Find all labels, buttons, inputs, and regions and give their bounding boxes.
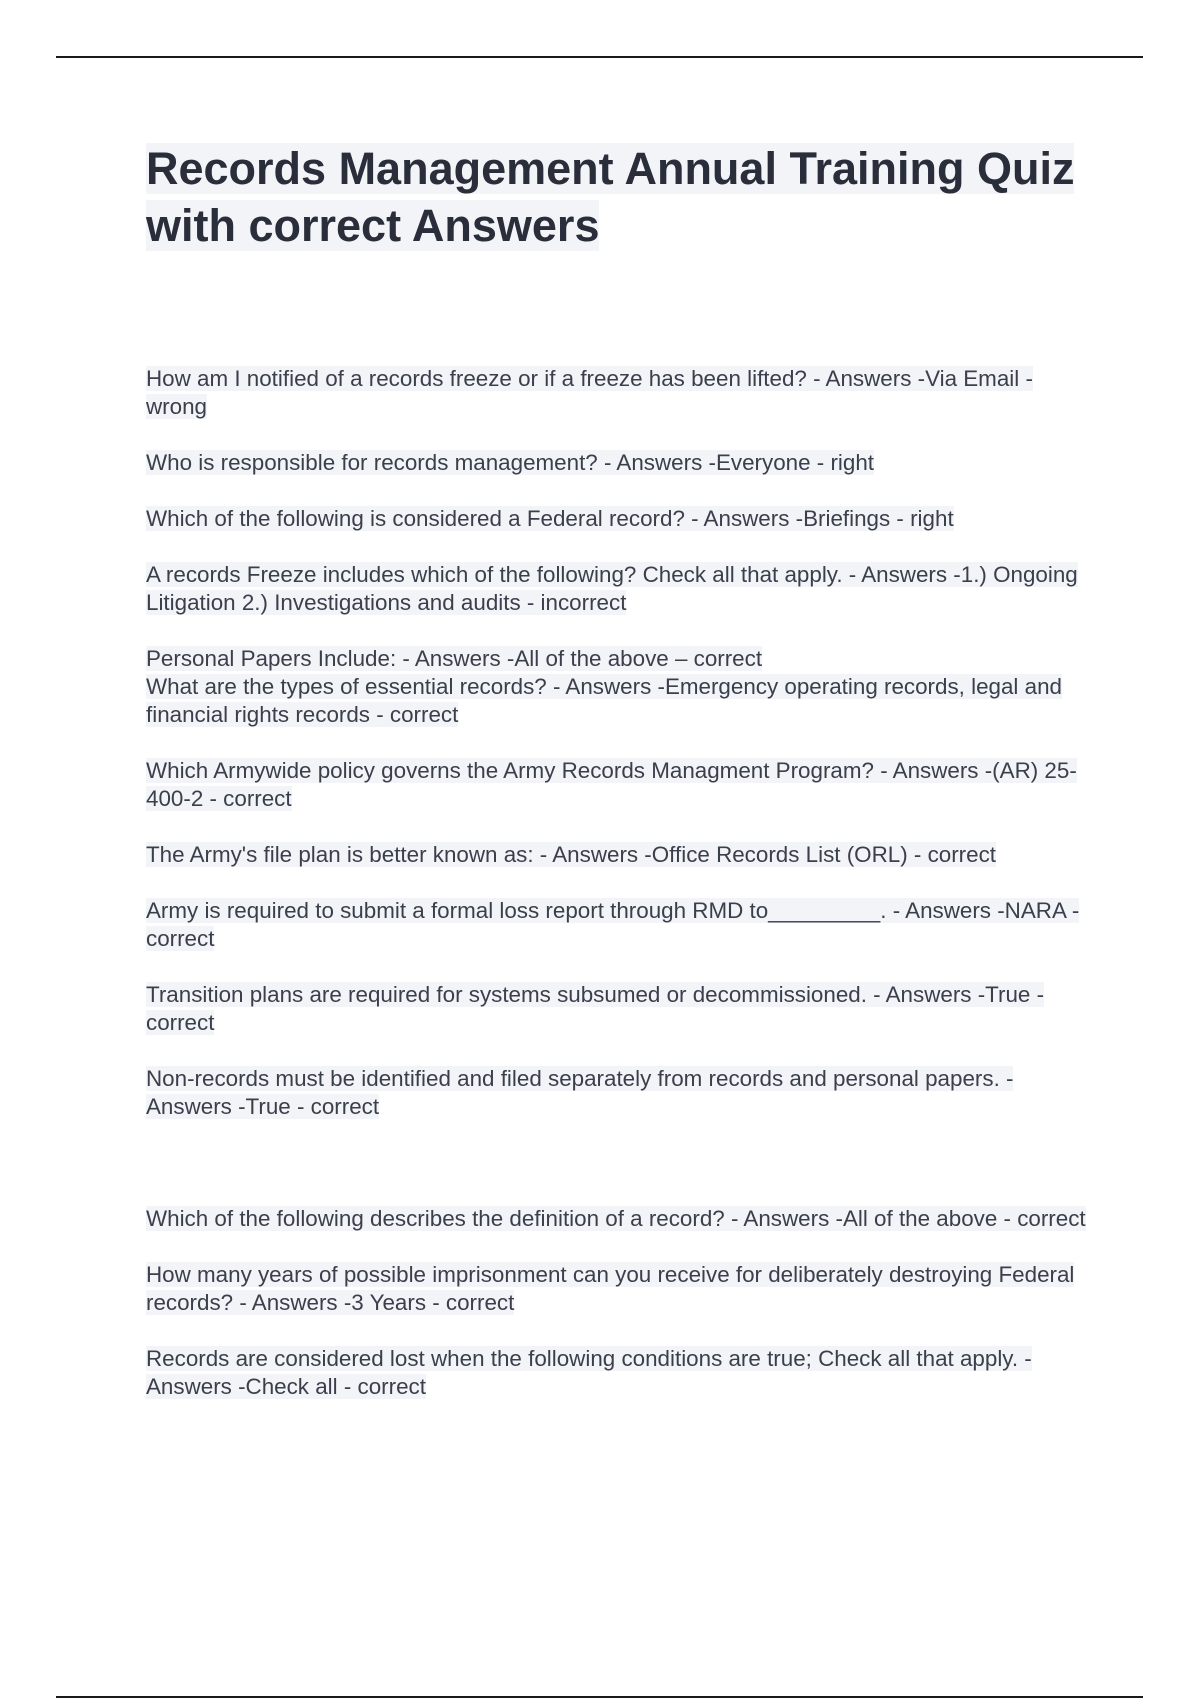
qa-item: Which of the following is considered a Federal record? - Answers -Briefings - right: [146, 506, 954, 531]
qa-list: [146, 365, 1086, 1401]
qa-item: Which of the following describes the definition of a record? - Answers -All of the above - correct: [146, 1206, 1086, 1231]
qa-item: How many years of possible imprisonment can you receive for deliberately destroying Federal records? - Answers -3 Years - correct: [146, 1262, 1075, 1315]
qa-item: Who is responsible for records management? - Answers -Everyone - right: [146, 450, 875, 475]
bottom-rule: [56, 1696, 1143, 1698]
qa-item: Personal Papers Include: - Answers -All of the above – correct: [146, 646, 763, 671]
qa-item: How am I notified of a records freeze or if a freeze has been lifted? - Answers -Via Email - wrong: [146, 366, 1033, 419]
qa-item: Non-records must be identified and filed separately from records and personal papers. - Answers -True - correct: [146, 1066, 1014, 1119]
top-rule: [56, 56, 1143, 58]
qa-item: What are the types of essential records? - Answers -Emergency operating records, legal and financial rights records - correct: [146, 674, 1062, 727]
qa-item: Army is required to submit a formal loss report through RMD to_________. - Answers -NARA - correct: [146, 898, 1080, 951]
qa-item: Transition plans are required for systems subsumed or decommissioned. - Answers -True - correct: [146, 982, 1045, 1035]
document-page: [146, 140, 1086, 1429]
qa-item: Which Armywide policy governs the Army Records Managment Program? - Answers -(AR) 25-400-2 - correct: [146, 758, 1077, 811]
qa-item: Records are considered lost when the following conditions are true; Check all that apply. - Answers -Check all - correct: [146, 1346, 1032, 1399]
qa-item: A records Freeze includes which of the following? Check all that apply. - Answers -1.) Ongoing Litigation 2.) Investigations and audits - incorrect: [146, 562, 1078, 615]
document-title: Records Management Annual Training Quiz with correct Answers: [146, 143, 1075, 251]
qa-item: The Army's file plan is better known as: - Answers -Office Records List (ORL) - correct: [146, 842, 997, 867]
